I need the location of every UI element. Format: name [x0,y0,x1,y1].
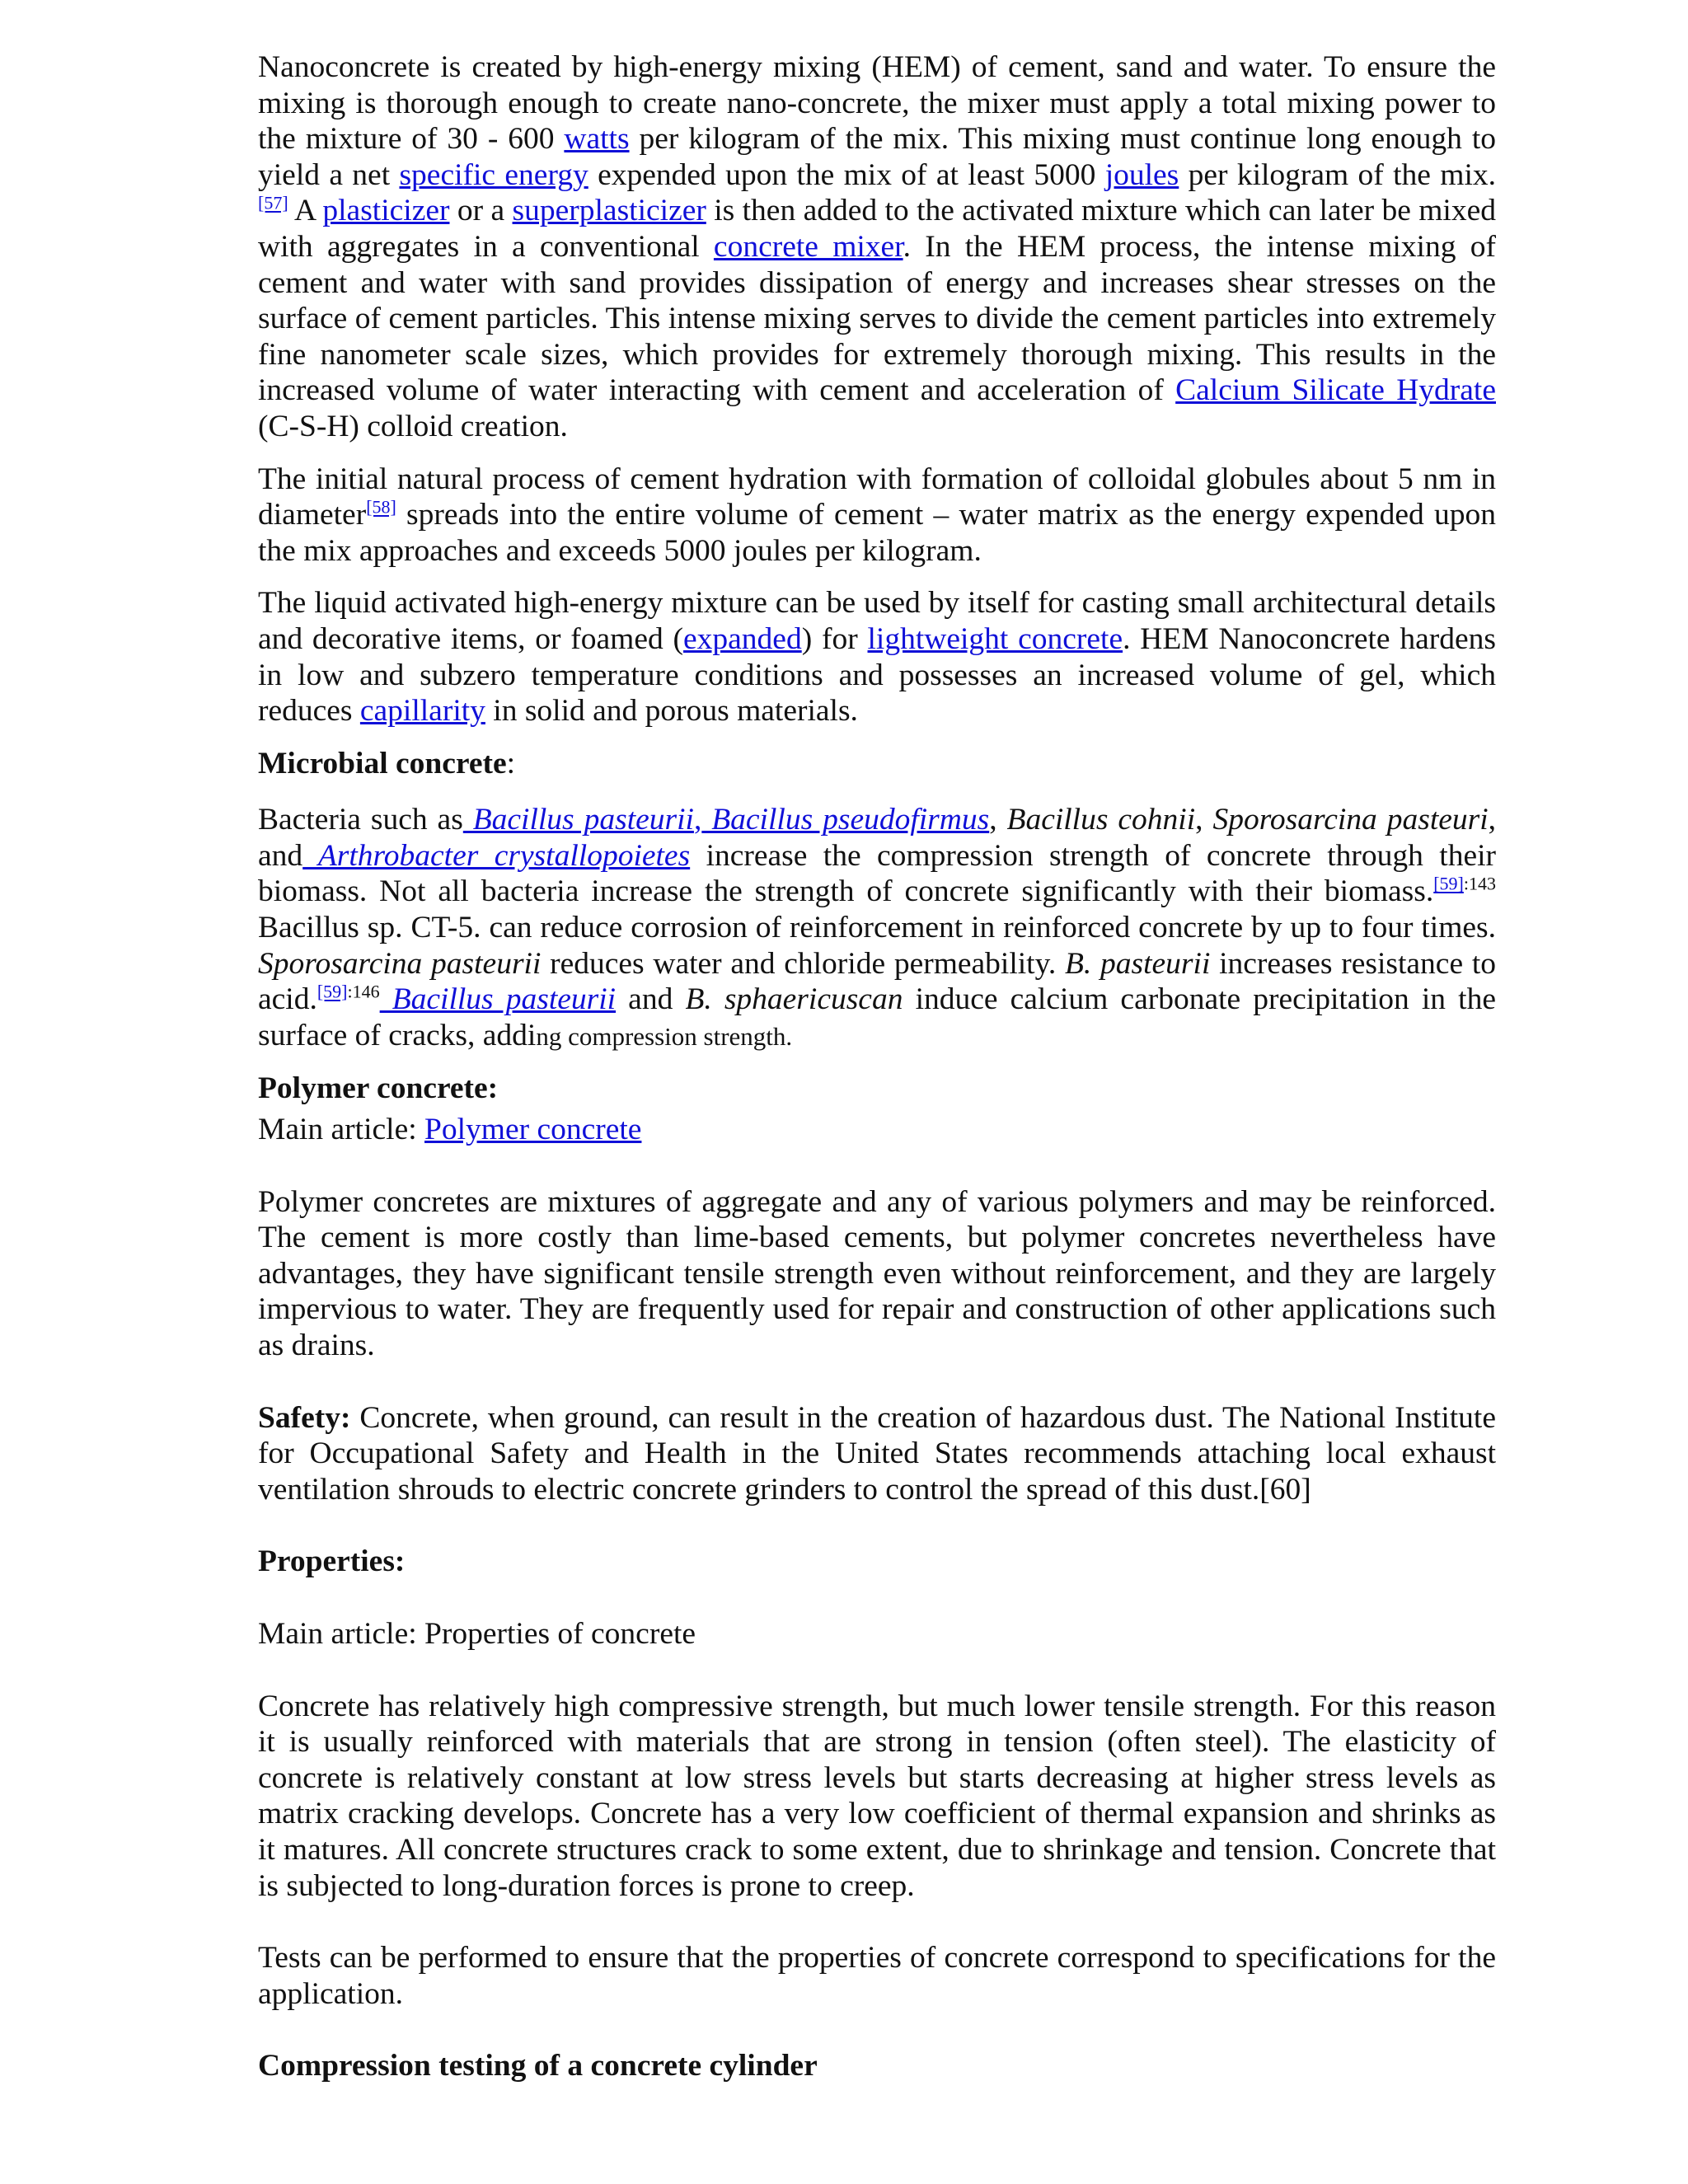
main-article-properties: Main article: Properties of concrete [258,1616,696,1651]
paragraph-hem-mixture: The liquid activated high-energy mixture can be used by itself for casting small architectural details and decorative items, or foamed (expanded) for lightweight concrete. HEM Nanoconcrete hardens in low and subzero temperature conditions and possesses an increased volume of gel, which reduces capillarity in solid and porous materials. [258,586,1496,729]
ref-57[interactable]: [57] [258,192,288,213]
link-specific-energy[interactable]: specific energy [399,157,588,192]
link-watts[interactable]: watts [564,122,630,157]
ref-59-b[interactable]: [59] [316,981,348,1002]
link-calcium-silicate-hydrate[interactable]: Calcium Silicate Hydrate [1175,373,1496,408]
paragraph-properties: Concrete has relatively high compressive strength, but much lower tensile strength. For this reason it is usually reinforced with materials that are strong in tension (often steel). The elasticity of concrete is relatively constant at low stress levels but starts decreasing at higher stress levels as matrix cracking develops. Concrete has a very low coefficient of thermal expansion and shrinks as it matures. All concrete structures crack to some extent, due to shrinkage and tension. Concrete that is subjected to long-duration forces is prone to creep. [258,1689,1496,1903]
main-article-polymer: Main article: Polymer concrete [258,1113,642,1147]
link-superplasticizer[interactable]: superplasticizer [512,194,706,228]
document-page [258,49,1496,2084]
link-capillarity[interactable]: capillarity [359,694,485,729]
paragraph-safety: Safety: Concrete, when ground, can result in the creation of hazardous dust. The National Institute for Occupational Safety and Health in the United States recommends attaching local exhaust ventilation shrouds to electric concrete grinders to control the spread of this dust.[60] [258,1400,1496,1507]
heading-polymer-concrete: Polymer concrete: [258,1071,499,1106]
paragraph-nanoconcrete: Nanoconcrete is created by high-energy mixing (HEM) of cement, sand and water. To ensure the mixing is thorough enough to create nano-concrete, the mixer must apply a total mixing power to the mixture of 30 - 600 watts per kilogram of the mix. This mixing must continue long enough to yield a net specific energy expended upon the mix of at least 5000 joules per kilogram of the mix.[57] A plasticizer or a superplasticizer is then added to the activated mixture which can later be mixed with aggregates in a conventional concrete mixer. In the HEM process, the intense mixing of cement and water with sand provides dissipation of energy and increases shear stresses on the surface of cement particles. This intense mixing serves to divide the cement particles into extremely fine nanometer scale sizes, which provides for extremely thorough mixing. This results in the increased volume of water interacting with cement and acceleration of Calcium Silicate Hydrate (C-S-H) colloid creation. [258,50,1496,443]
ref-58[interactable]: [58] [366,496,396,518]
link-bacillus-pseudofirmus[interactable]: Bacillus pseudofirmus [701,803,990,837]
link-plasticizer[interactable]: plasticizer [322,194,450,228]
paragraph-microbial: Bacteria such as Bacillus pasteurii, Bacillus pseudofirmus, Bacillus cohnii, Sporosarcina pasteuri, and Arthrobacter crystallopoietes increase the compression strength of concrete through their biomass. Not all bacteria increase the strength of concrete significantly with their biomass.$^{[59]:143}$ Bacillus sp. CT-5. can reduce corrosion of reinforcement in reinforced concrete by up to four times. Sporosarcina pasteurii reduces water and chloride permeability. B. pasteurii increases resistance to acid.$^{[59]:146}$ Bacillus pasteurii and B. sphaericuscan induce calcium carbonate precipitation in the surface of cracks, adding compression strength. [258,803,1497,1052]
ref-59-a[interactable]: [59] [1433,873,1464,894]
link-arthrobacter[interactable]: Arthrobacter crystallopoietes [302,838,691,873]
link-expanded[interactable]: expanded [683,621,802,656]
link-bacillus-pasteurii[interactable]: Bacillus pasteurii [462,803,694,837]
heading-microbial-concrete: Microbial concrete: [258,746,516,780]
paragraph-hydration: The initial natural process of cement hydration with formation of colloidal globules about 5 nm in diameter[58] spreads into the entire volume of cement – water matrix as the energy expended upon the mix approaches and exceeds 5000 joules per kilogram. [258,462,1496,568]
heading-compression-testing: Compression testing of a concrete cylinder [258,2049,818,2083]
link-separator[interactable]: , [693,803,702,837]
paragraph-tests: Tests can be performed to ensure that the properties of concrete correspond to specifications for the application. [258,1941,1496,2011]
link-polymer-concrete[interactable]: Polymer concrete [424,1113,642,1147]
link-concrete-mixer[interactable]: concrete mixer [713,229,903,264]
heading-properties: Properties: [258,1544,406,1579]
link-joules[interactable]: joules [1104,157,1179,192]
link-bacillus-pasteurii-2[interactable]: Bacillus pasteurii [379,982,617,1017]
link-lightweight-concrete[interactable]: lightweight concrete [867,621,1123,656]
paragraph-polymer: Polymer concretes are mixtures of aggregate and any of various polymers and may be reinforced. The cement is more costly than lime-based cements, but polymer concretes nevertheless have advantages, they have significant tensile strength even without reinforcement, and they are largely impervious to water. They are frequently used for repair and construction of other applications such as drains. [258,1184,1496,1362]
